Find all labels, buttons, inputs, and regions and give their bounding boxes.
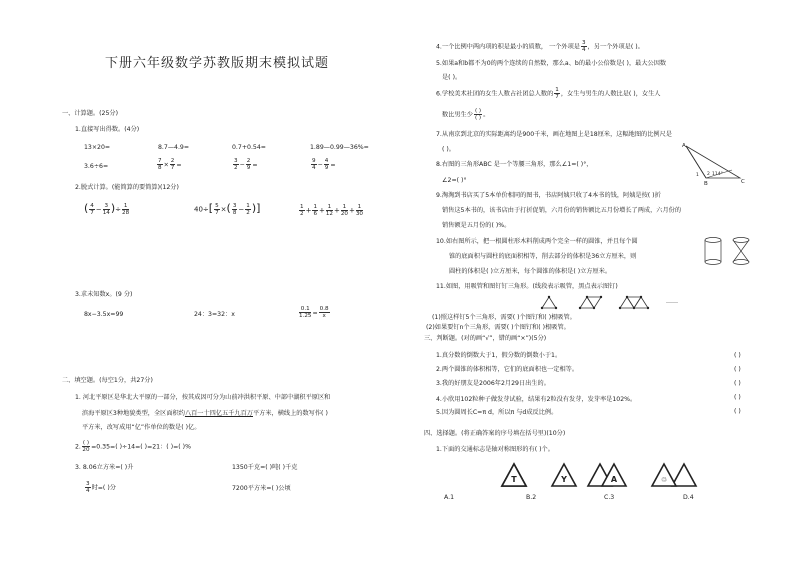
q2-heading: 2.脱式计算。(能简算的要简算)(12分) [75, 184, 179, 191]
section-1-heading: 一、计算题。(25分) [62, 110, 119, 117]
fill-4-a: $\frac{3}{4}$ 时=( )分 [86, 481, 116, 494]
q10-line-3: 圆柱的体积是( )立方厘米，每个圆锥的体积是( )立方厘米。 [449, 268, 612, 275]
oral-item: 1.89—0.99—36%= [310, 144, 369, 151]
oral-fraction-item: $\frac{3}{2}$ − $\frac{2}{9}$ = [234, 158, 258, 171]
angle-114-label: 114° [712, 172, 723, 177]
vertex-c-label: C [741, 179, 745, 185]
judge-item: 3.我的好朋友是2006年2月29日出生的。 [436, 380, 550, 387]
option-a[interactable]: A.1 [444, 494, 455, 501]
option-d[interactable]: D.4 [683, 494, 694, 501]
angle-2-label: 2 [707, 172, 710, 177]
cylinder-cones-figure [702, 236, 754, 266]
oral-item: 8.7—4.9= [158, 144, 190, 151]
vertex-a-label: A [682, 143, 686, 149]
sign-recycle-icon [652, 464, 676, 486]
choice-1-question: 1.下面的交通标志是轴对称图形的有( )个。 [436, 446, 554, 453]
svg-text:T: T [511, 475, 517, 484]
judge-item: 2.两个圆锥的体积相等，它们的底面积也一定相等。 [436, 366, 579, 373]
continuation-dots: …… [666, 298, 678, 305]
straw-triangles-figure [540, 294, 690, 310]
q8-line-2: ∠2=( )° [442, 177, 467, 184]
q6-line-1: 6.学校美术社团的女生人数占社团总人数的 $\frac{1}{7}$ ，女生与男生的人数比是( )，女生人 [436, 87, 661, 100]
option-c[interactable]: C.3 [604, 494, 615, 501]
judge-item: 1.真分数的倒数大于1，假分数的倒数小于1。 [436, 352, 562, 359]
traffic-signs-figure [436, 460, 766, 520]
judge-item: 4.小欣用102粒种子做发芽试验，结果有2粒没有发芽，发芽率是102%。 [436, 396, 637, 403]
q11-line-1: 11.如图，用吸管和图钉钉三角形。(线段表示吸管，黑点表示图钉) [436, 283, 618, 290]
page-title: 下册六年级数学苏教版期末模拟试题 [105, 56, 330, 71]
oral-fraction-item: $\frac{7}{8}$ × $\frac{2}{7}$ = [158, 158, 182, 171]
q11-part-1: (1)照这样钉5个三角形，需要( )个图钉和( )根吸管。 [432, 314, 576, 321]
angle-1-label: 1 [696, 173, 699, 178]
equation-3: $\frac{0.1}{1.25}$ = $\frac{0.8}{x}$ [299, 306, 329, 319]
q7-line-2: ( )。 [442, 146, 455, 153]
vertex-b-label: B [704, 181, 708, 187]
oral-item: 0.7+0.54= [232, 144, 266, 151]
calc-item-2: 40÷[ $\frac{5}{7}$ ×( $\frac{3}{8}$ − $\frac{1}{2}$ )] [194, 201, 261, 216]
triangle-abc-figure [676, 140, 751, 188]
judge-answer-box[interactable]: ( ) [734, 352, 741, 359]
fill-1-line-3: 平方米，改写成用“亿”作单位的数是( )亿。 [82, 424, 201, 431]
fill-1-line-1: 1. 河北平原区是华北大平原的一部分，按其成因可分为山前冲洪积平原、中部中湖积平原区和 [75, 394, 331, 401]
equation-1: 8x−3.5x=99 [84, 311, 124, 318]
svg-text:Y: Y [561, 475, 567, 484]
judge-answer-box[interactable]: ( ) [734, 380, 741, 387]
q9-line-3: 销售额是五月份的( )%。 [442, 222, 511, 229]
oral-fraction-item: $\frac{9}{4}$ − $\frac{4}{9}$ = [312, 158, 336, 171]
judge-answer-box[interactable]: ( ) [734, 408, 741, 415]
svg-text:♲: ♲ [660, 476, 668, 484]
calc-item-3: $\frac{1}{2}$ + $\frac{1}{6}$ + $\frac{1}{12}$ + $\frac{1}{20}$ + $\frac{1}{30}$ [300, 204, 363, 217]
q1-heading: 1.直接写出得数。(4分) [75, 126, 140, 133]
q9-line-1: 9.淘淘到书店买了5本单价相同的图书，书店阿姨只收了4本书的钱，阿姨是按( )折 [436, 192, 661, 199]
sign-t-icon [502, 464, 526, 486]
svg-text:A: A [610, 475, 618, 484]
q5-line-1: 5.如果a和b都不为0的两个连续的自然数，那么a、b的最小公倍数是( )，最大公因数 [436, 60, 667, 67]
fill-4-b: 7200平方米=( )公顷 [232, 485, 291, 492]
oral-item: 3.6÷6= [84, 163, 109, 170]
fill-3-b: 1350千克=( )吨( )千克 [232, 464, 298, 471]
sign-y-icon [552, 464, 576, 486]
q6-line-2: 数比男生少 $\frac{( )}{( )}$ 。 [442, 108, 490, 121]
q11-part-2: (2)如果要钉n个三角形，需要( )个图钉和( )根吸管。 [426, 324, 570, 331]
q7-line-1: 7.从南京到北京的实际距离约是900千米，画在地图上是18厘米，这幅地图的比例尺是 [436, 131, 672, 138]
judge-answer-box[interactable]: ( ) [734, 394, 741, 401]
option-b[interactable]: B.2 [526, 494, 537, 501]
q8-line-1: 8.右图的三角形ABC 是一个等腰三角形，那么∠1=( )°， [436, 161, 593, 168]
section-2-heading: 二、填空题。(每空1分，共27分) [62, 377, 153, 384]
section-3-heading: 三、判断题。(对的画“√”，错的画“×”)(5分) [424, 335, 547, 342]
q10-line-1: 10.如右图所示，把一根圆柱形木料削成两个完全一样的圆锥，并且每个圆 [436, 238, 638, 245]
q10-line-2: 锥的底面积与圆柱的底面积相等，削去部分的体积是36立方厘米，则 [449, 253, 637, 260]
calc-item-1: ( $\frac{4}{7}$ − $\frac{3}{14}$ )÷ $\frac{1}{28}$ [84, 201, 130, 216]
judge-item: 5.因为圆周长C=π d，所以π 与d成反比例。 [436, 409, 558, 416]
q3-heading: 3.求未知数x。(9 分) [75, 291, 133, 298]
oral-item: 13×20= [84, 144, 111, 151]
q9-line-2: 销售这5本书的，该书店由于打折促销，六月份的销售额比五月份增长了两成，六月份的 [442, 207, 682, 214]
q5-line-2: 是( )。 [442, 74, 462, 81]
judge-answer-box[interactable]: ( ) [734, 366, 741, 373]
equation-2: 24：3=32：x [194, 311, 235, 318]
fill-2: 2. $\frac{( )}{20}$ =0.35=( )÷14=( )=21：( )=( )% [75, 440, 191, 453]
section-4-heading: 四、选择题。(将正确答案的序号填在括号里)(10分) [424, 430, 566, 437]
fill-3-a: 3. 8.06立方米=( )升 [75, 464, 134, 471]
fill-1-line-2: 滨海平原区3种地貌类型，全区面积约八百一十四亿五千九百万平方米，横线上的数写作( ) [82, 410, 328, 417]
q4: 4.一个比例中两内项的积是最小的质数， 一个外项是 $\frac{3}{4}$ ，另一个外项是( )。 [436, 40, 644, 53]
